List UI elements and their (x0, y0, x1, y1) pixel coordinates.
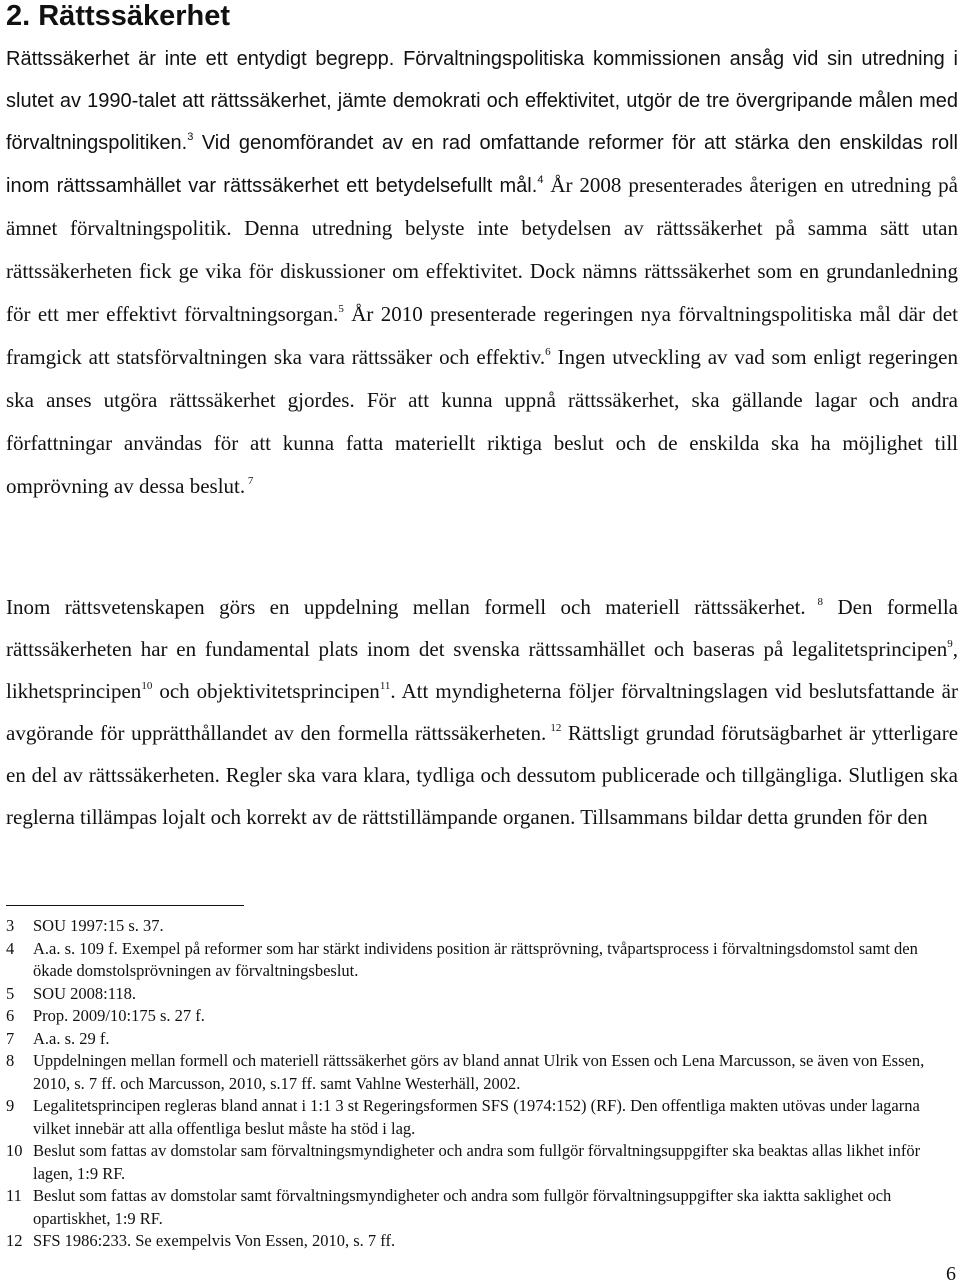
footnote-ref-5: 5 (338, 303, 344, 315)
footnote-list (6, 915, 946, 1253)
footnote-text: SOU 1997:15 s. 37. (33, 916, 164, 935)
paragraph-2-text: och objektivitetsprincipen (152, 679, 380, 703)
footnote-text: SOU 2008:118. (33, 983, 136, 1003)
footnote (6, 1095, 946, 1140)
footnote-text: A.a. s. 109 f. Exempel på reformer som har stärkt individens position är rättsprövning, tvåpartsprocess i förvaltningsdomstol samt den ökade domstolsprövningen av förvaltningsbeslut. (33, 938, 918, 980)
footnote-text: Beslut som fattas av domstolar samt förvaltningsmyndigheter och andra som fullgör förvaltningsuppgifter ska iaktta saklighet och opartiskhet, 1:9 RF. (33, 1186, 892, 1228)
footnote-text: SFS 1986:233. Se exempelvis Von Essen, 2010, s. 7 ff. (33, 1231, 396, 1250)
footnote-number: 12 (6, 1231, 23, 1250)
footnote-ref-3: 3 (187, 131, 194, 143)
footnote-ref-4: 4 (537, 174, 544, 186)
footnote (6, 1140, 946, 1185)
footnote (6, 1230, 946, 1253)
footnote-ref-10: 10 (141, 680, 153, 692)
footnote-text: A.a. s. 29 f. (33, 1028, 110, 1048)
paragraph-2-text: Rättsligt grundad förutsägbarhet är ytterligare en del av rättssäkerheten. Regler ska vara klara, tydliga och dessutom publicerade och tillgängliga. Slutligen ska reglerna tillämpas lojalt och korrekt av de rättstillämpande organen. Tillsammans bildar detta grunden för den (6, 721, 959, 829)
footnote (6, 1050, 946, 1095)
paragraph-2-text: , likhetsprincipen (6, 637, 958, 703)
footnote-text: Beslut som fattas av domstolar sam förvaltningsmyndigheter och andra som fullgör förvaltningsuppgifter ska beaktas allas likhet inför lagen, 1:9 RF. (33, 1141, 921, 1183)
section-heading: 2. Rättssäkerhet (6, 0, 231, 32)
paragraph-1 (6, 38, 958, 508)
footnote (6, 1185, 946, 1230)
paragraph-1-text: År 2010 presenterade regeringen nya förvaltningspolitiska mål där det framgick att statsförvaltningen ska vara rättssäker och effektiv. (6, 302, 958, 369)
footnote (6, 983, 946, 1006)
footnote-text: Uppdelningen mellan formell och materiell rättssäkerhet görs av bland annat Ulrik von Essen och Lena Marcusson, se även von Essen, 2010, s. 7 ff. och Marcusson, 2010, s.17 ff. samt Vahlne Westerhäll, 2002. (33, 1051, 925, 1093)
footnote-number: 9 (6, 1096, 15, 1115)
footnote-number: 10 (6, 1141, 23, 1160)
paragraph-1-text: Rättssäkerhet är inte ett entydigt begrepp. Förvaltningspolitiska kommissionen ansåg vid sin utredning i slutet av 1990-talet att rättssäkerhet, jämte demokrati och effektivitet, utgör de tre övergripande målen med förvaltningspolitiken. (6, 48, 958, 154)
footnote (6, 938, 946, 983)
footnote-ref-8: 8 (805, 596, 824, 608)
footnote-divider (6, 905, 244, 906)
footnote-number: 4 (6, 938, 15, 958)
page-number: 6 (946, 1263, 956, 1285)
footnote (6, 915, 946, 938)
footnote-number: 3 (6, 916, 15, 935)
footnote-number: 7 (6, 1028, 15, 1048)
footnote-ref-11: 11 (379, 680, 391, 692)
footnote-number: 11 (6, 1186, 22, 1205)
footnote-text: Prop. 2009/10:175 s. 27 f. (33, 1006, 205, 1025)
paragraph-1-text: Vid genomförandet av en rad omfattande reformer för att stärka den enskildas roll inom rättssamhället var rättssäkerhet ett betydelsefullt mål. (6, 132, 958, 197)
footnote (6, 1005, 946, 1028)
footnote (6, 1028, 946, 1051)
footnote-ref-12: 12 (546, 722, 562, 734)
footnote-number: 8 (6, 1051, 15, 1070)
paragraph-2-text: . Att myndigheterna följer förvaltningslagen vid beslutsfattande är avgörande för upprätthållandet av den formella rättssäkerheten. (6, 679, 958, 745)
paragraph-1-text: Ingen utveckling av vad som enligt regeringen ska anses utgöra rättssäkerhet gjordes. För att kunna uppnå rättssäkerhet, ska gällande lagar och andra författningar användas för att kunna fatta materiellt riktiga beslut och de enskilda ska ha möjlighet till omprövning av dessa beslut. (6, 345, 958, 498)
footnote-number: 5 (6, 983, 15, 1003)
footnote-number: 6 (6, 1006, 15, 1025)
paragraph-2-text: Inom rättsvetenskapen görs en uppdelning mellan formell och materiell rättssäkerhet. (6, 595, 806, 619)
footnote-text: Legalitetsprincipen regleras bland annat i 1:1 3 st Regeringsformen SFS (1974:152) (RF). Den offentliga makten utövas under lagarna vilket innebär att alla offentliga beslut måste ha stöd i lag. (33, 1096, 920, 1138)
footnote-ref-9: 9 (947, 638, 953, 650)
paragraph-1-text: År 2008 presenterades återigen en utredning på ämnet förvaltningspolitik. Denna utredning belyste inte betydelsen av rättssäkerhet på samma sätt utan rättssäkerheten fick ge vika för diskussioner om effektivitet. Dock nämns rättssäkerhet som en grundanledning för ett mer effektivt förvaltningsorgan. (6, 173, 959, 326)
paragraph-2-text: Den formella rättssäkerheten har en fundamental plats inom det svenska rättssamhället och baseras på legalitetsprincipen (6, 595, 958, 661)
paragraph-2 (6, 586, 958, 838)
footnote-ref-7: 7 (245, 475, 254, 487)
footnote-ref-6: 6 (545, 346, 551, 358)
